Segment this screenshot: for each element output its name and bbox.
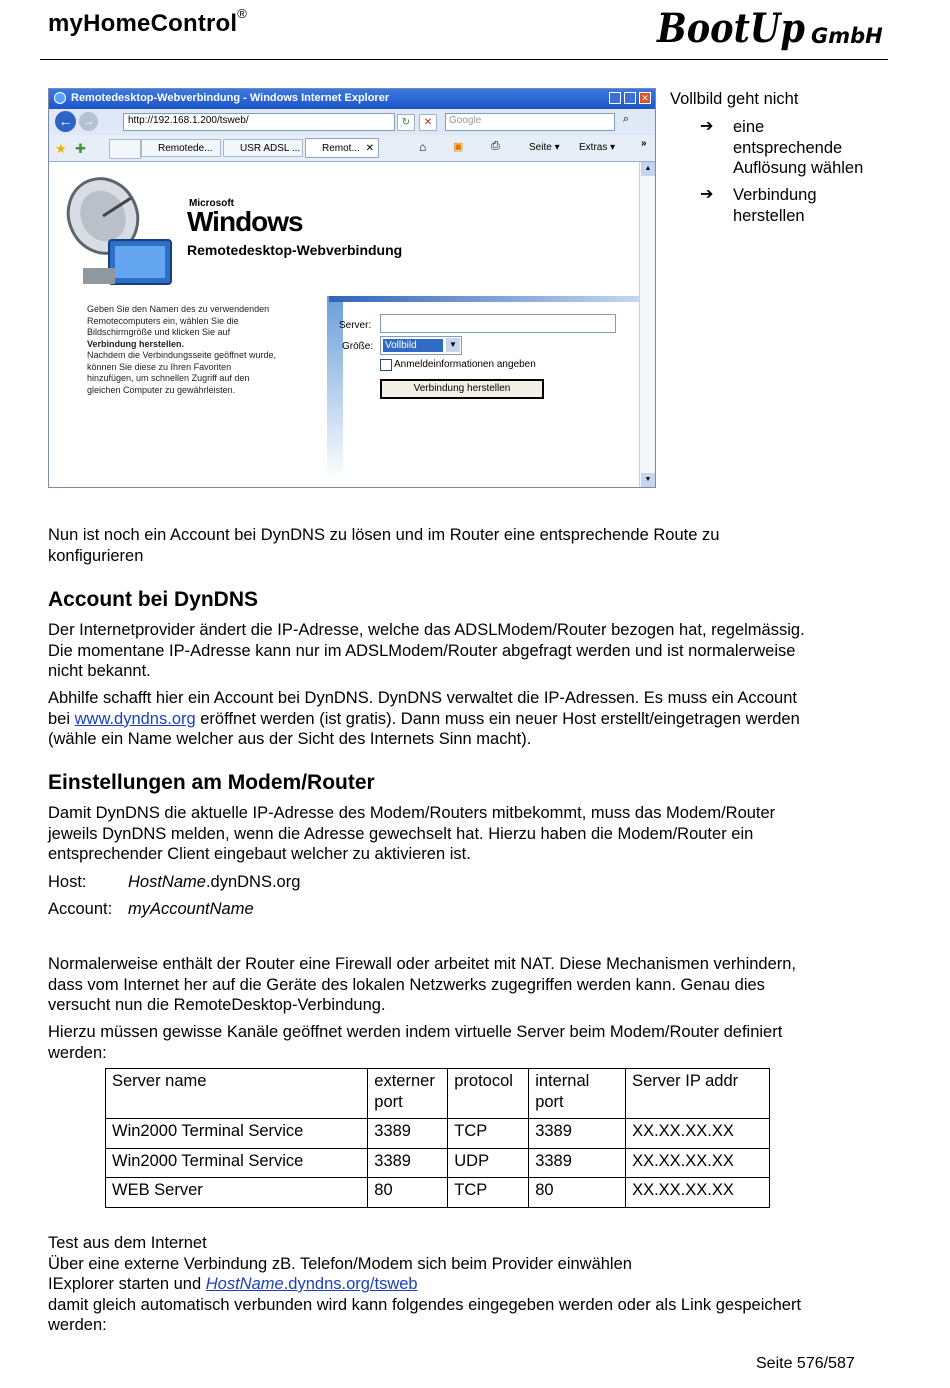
table-header-cell: protocol bbox=[448, 1069, 529, 1119]
table-row bbox=[106, 1119, 770, 1149]
refresh-icon[interactable]: ↻ bbox=[397, 114, 415, 131]
ie-page-content: Microsoft Windows Remotedesktop-Webverbindung Geben Sie den Namen des zu verwendenden Remotecomputers ein, wählen Sie die Bildschirmgröße und klicken Sie auf Verbindung herstellen. Nachdem die Verbindungsseite geöffnet wurde, können Sie diese zu Ihren Favoriten hinzufügen, um schnellen Zugriff auf den gleichen Computer zu gewährleisten. Server: Größe: Vollbild ▼ Anmeldeinformationen angeben Verbindung herstellen bbox=[49, 162, 639, 487]
virtual-server-table bbox=[105, 1068, 770, 1208]
search-input[interactable]: Google bbox=[445, 113, 615, 131]
address-value: http://192.168.1.200/tsweb/ bbox=[128, 115, 249, 126]
svg-text:BootUp: BootUp bbox=[656, 5, 806, 52]
form-top-bar bbox=[329, 296, 639, 302]
page-menu[interactable]: Seite ▾ bbox=[529, 142, 560, 153]
page-number: Seite 576/587 bbox=[756, 1355, 855, 1372]
extras-menu[interactable]: Extras ▾ bbox=[579, 142, 616, 153]
ie-scrollbar[interactable] bbox=[639, 162, 656, 487]
document-header-title: myHomeControl® bbox=[48, 6, 248, 37]
tab-close-icon[interactable]: ✕ bbox=[365, 143, 374, 154]
ie-screenshot bbox=[48, 88, 656, 488]
size-label: Größe: bbox=[342, 341, 374, 352]
ie-title-bar bbox=[49, 89, 655, 109]
section-title-modem: Einstellungen am Modem/Router bbox=[48, 771, 375, 794]
table-header-cell: Server name bbox=[106, 1069, 368, 1119]
test-paragraph: Test aus dem Internet Über eine externe Verbindung zB. Telefon/Modem sich beim Provider einwählen IExplorer starten und HostName.dyndns.org/tsweb damit gleich automatisch verbunden wird kann folgendes eingegeben werden oder als Link gespeichert werden: bbox=[48, 1234, 802, 1334]
credentials-checkbox[interactable] bbox=[380, 359, 392, 371]
table-cell: Win2000 Terminal Service bbox=[106, 1119, 368, 1149]
arrow-right-icon: ➔ bbox=[700, 186, 714, 203]
dyndns-paragraph-2: Abhilfe schafft hier ein Account bei DynDNS. DynDNS verwaltet die IP-Adressen. Es muss ein Account bei www.dyndns.org eröffnet werden (ist gratis). Dann muss ein neuer Host erstellt/eingetragen werden (wähle ein Name welcher aus der Sicht des Internets Sinn macht). bbox=[48, 689, 800, 748]
table-cell: UDP bbox=[448, 1148, 529, 1178]
ie-address-row bbox=[49, 109, 655, 135]
maximize-icon[interactable] bbox=[624, 92, 636, 104]
connect-button[interactable]: Verbindung herstellen bbox=[380, 379, 544, 399]
feeds-icon[interactable]: ▣ bbox=[453, 141, 464, 153]
tab-1[interactable]: Remotede... bbox=[141, 139, 221, 157]
table-cell: Win2000 Terminal Service bbox=[106, 1148, 368, 1178]
account-value: myAccountName bbox=[128, 900, 254, 918]
chevron-more-icon[interactable]: » bbox=[641, 138, 647, 149]
close-icon[interactable]: ✕ bbox=[639, 92, 651, 104]
host-value: HostName.dynDNS.org bbox=[128, 873, 301, 891]
tab-2[interactable]: USR ADSL ... bbox=[223, 139, 303, 157]
modem-paragraph-3: Hierzu müssen gewisse Kanäle geöffnet werden indem virtuelle Server beim Modem/Router definiert werden: bbox=[48, 1023, 783, 1062]
table-header-cell: Server IP addr bbox=[626, 1069, 770, 1119]
home-icon[interactable]: ⌂ bbox=[419, 140, 427, 154]
ie-tab-row bbox=[49, 135, 655, 162]
side-note-item-2: ➔ Verbindung herstellen bbox=[700, 186, 817, 225]
table-header-cell: internal port bbox=[529, 1069, 626, 1119]
table-cell: 3389 bbox=[368, 1119, 448, 1149]
add-favorite-icon[interactable]: ✚ bbox=[75, 141, 86, 156]
table-cell: TCP bbox=[448, 1178, 529, 1208]
bootup-logo bbox=[655, 4, 885, 54]
print-icon[interactable]: ⎙ bbox=[491, 140, 500, 152]
server-label: Server: bbox=[339, 320, 372, 331]
quick-tabs-icon[interactable] bbox=[109, 139, 141, 159]
section-title-dyndns: Account bei DynDNS bbox=[48, 588, 259, 611]
table-row bbox=[106, 1178, 770, 1208]
table-cell: WEB Server bbox=[106, 1178, 368, 1208]
search-icon[interactable]: ⌕ bbox=[622, 113, 630, 125]
favorites-star-icon[interactable]: ★ bbox=[55, 141, 67, 156]
table-cell: 80 bbox=[529, 1178, 626, 1208]
svg-text:GmbH: GmbH bbox=[811, 24, 883, 48]
satellite-dish-icon bbox=[61, 172, 181, 290]
table-cell: TCP bbox=[448, 1119, 529, 1149]
dyndns-link[interactable]: www.dyndns.org bbox=[74, 709, 196, 728]
table-header-row bbox=[106, 1069, 770, 1119]
scroll-down-icon[interactable]: ▼ bbox=[641, 473, 655, 487]
ie-logo-icon bbox=[54, 92, 66, 104]
credentials-label: Anmeldeinformationen angeben bbox=[394, 359, 536, 370]
account-label: Account: bbox=[48, 900, 113, 918]
table-cell: 80 bbox=[368, 1178, 448, 1208]
arrow-right-icon: ➔ bbox=[700, 118, 714, 135]
stop-icon[interactable]: ✕ bbox=[419, 114, 437, 131]
scroll-up-icon[interactable]: ▲ bbox=[641, 162, 655, 176]
side-note-heading: Vollbild geht nicht bbox=[670, 90, 799, 108]
address-input[interactable] bbox=[123, 113, 395, 131]
forward-icon[interactable]: → bbox=[79, 112, 98, 131]
header-rule bbox=[40, 59, 888, 60]
table-header-cell: externer port bbox=[368, 1069, 448, 1119]
back-icon[interactable]: ← bbox=[55, 111, 76, 132]
side-note-item-1: ➔ eine entsprechende Auflösung wählen bbox=[700, 118, 864, 177]
minimize-icon[interactable] bbox=[609, 92, 621, 104]
modem-paragraph-1: Damit DynDNS die aktuelle IP-Adresse des Modem/Routers mitbekommt, muss das Modem/Router jeweils DynDNS melden, wenn die Adresse gewechselt hat. Hierzu haben die Modem/Router ein entsprechender Client eingebaut welcher zu aktivieren ist. bbox=[48, 804, 776, 863]
table-row bbox=[106, 1148, 770, 1178]
dyndns-paragraph-1: Der Internetprovider ändert die IP-Adresse, welche das ADSLModem/Router bezogen hat, regelmässig. Die momentane IP-Adresse kann nur im ADSLModem/Router abgefragt werden und ist normalerweise nicht bekannt. bbox=[48, 621, 805, 680]
tab-3-active[interactable]: Remot... ✕ bbox=[305, 138, 379, 158]
table-cell: XX.XX.XX.XX bbox=[626, 1178, 770, 1208]
size-select[interactable]: Vollbild ▼ bbox=[380, 336, 462, 355]
table-cell: 3389 bbox=[368, 1148, 448, 1178]
modem-paragraph-2: Normalerweise enthält der Router eine Firewall oder arbeitet mit NAT. Diese Mechanismen verhindern, dass vom Internet her auf die Geräte des lokalen Netzwerks zugegriffen werden kann. Genau dies versucht nun die RemoteDesktop-Verbindung. bbox=[48, 955, 797, 1014]
chevron-down-icon[interactable]: ▼ bbox=[446, 338, 460, 352]
table-cell: XX.XX.XX.XX bbox=[626, 1148, 770, 1178]
table-cell: 3389 bbox=[529, 1148, 626, 1178]
tsweb-link[interactable]: HostName.dyndns.org/tsweb bbox=[205, 1275, 418, 1293]
intro-paragraph: Nun ist noch ein Account bei DynDNS zu lösen und im Router eine entsprechende Route zu konfigurieren bbox=[48, 526, 720, 565]
table-cell: 3389 bbox=[529, 1119, 626, 1149]
table-cell: XX.XX.XX.XX bbox=[626, 1119, 770, 1149]
host-label: Host: bbox=[48, 873, 87, 891]
rdweb-instructions: Geben Sie den Namen des zu verwendenden Remotecomputers ein, wählen Sie die Bildschirmgröße und klicken Sie auf Verbindung herstellen. Nachdem die Verbindungsseite geöffnet wurde, können Sie diese zu Ihren Favoriten hinzufügen, um schnellen Zugriff auf den gleichen Computer zu gewährleisten. bbox=[87, 304, 276, 395]
server-input[interactable] bbox=[380, 314, 616, 333]
windows-wordmark: Windows bbox=[187, 206, 303, 237]
ie-window-title: Remotedesktop-Webverbindung - Windows Internet Explorer bbox=[71, 92, 390, 104]
rdweb-title: Remotedesktop-Webverbindung bbox=[187, 242, 403, 258]
